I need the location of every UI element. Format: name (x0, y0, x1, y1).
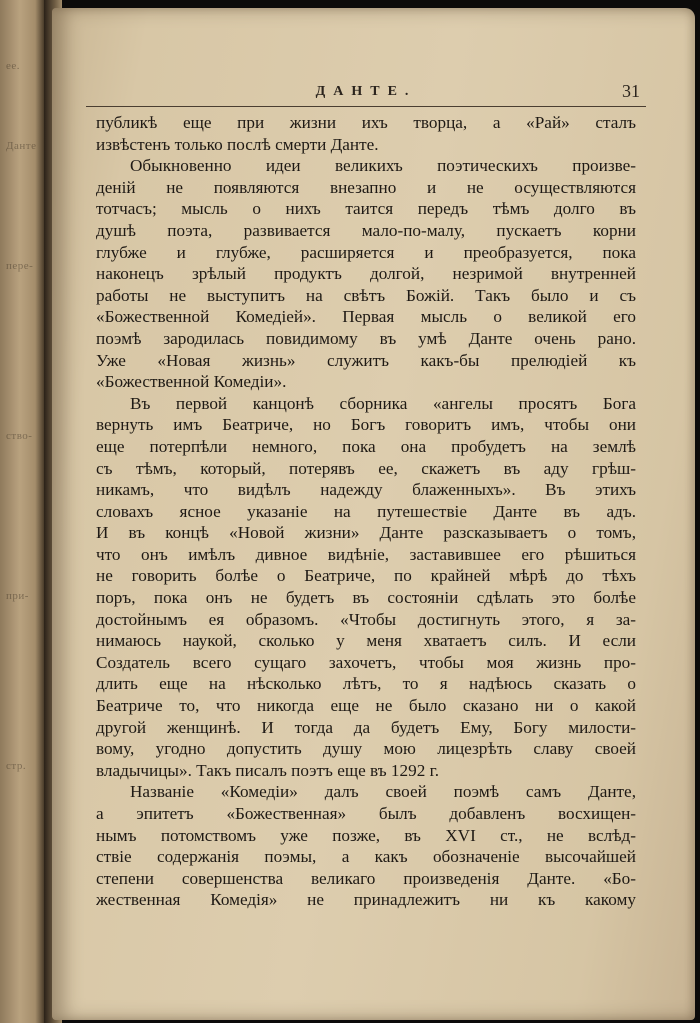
text-line: Создатель всего сущаго захочетъ, чтобы моя жизнь про- (96, 652, 636, 672)
text-line: извѣстенъ только послѣ смерти Данте. (96, 134, 379, 154)
text-line: тотчасъ; мысль о нихъ таится передъ тѣмъ долго въ (96, 199, 636, 219)
text-line: публикѣ еще при жизни ихъ творца, а «Рай» сталъ (96, 113, 636, 132)
text-line: владычицы». Такъ писалъ поэтъ еще въ 1292 г. (96, 760, 439, 780)
left-page-text: ство- (6, 430, 33, 442)
text-line: наконецъ зрѣлый продуктъ долгой, незримой внутренней (96, 264, 636, 284)
left-page-text: стр. (6, 760, 27, 772)
left-page-text: Данте (6, 140, 37, 152)
text-line: вернуть имъ Беатриче, но Богъ говоритъ имъ, чтобы они (96, 415, 636, 435)
running-head-title: ДАНТЕ. (315, 84, 417, 99)
text-line: деній не появляются внезапно и не осуществляются (96, 177, 636, 197)
text-line: жественная Комедія» не принадлежитъ ни къ какому (96, 890, 636, 910)
text-line: нымъ потомствомъ уже позже, въ XVI ст., не вслѣд- (96, 825, 636, 845)
text-line: съ тѣмъ, который, потерявъ ее, скажетъ въ аду грѣш- (96, 458, 636, 478)
text-line: душѣ поэта, развивается мало-по-малу, пускаетъ корни (96, 220, 636, 240)
text-line: а эпитетъ «Божественная» былъ добавленъ восхищен- (96, 804, 636, 823)
text-line: другой женщинѣ. И тогда да будетъ Ему, Богу милости- (96, 717, 636, 737)
text-line: Обыкновенно идеи великихъ поэтическихъ произве- (130, 156, 636, 176)
running-head (86, 78, 646, 107)
text-line: глубже и глубже, расширяется и преобразуется, пока (96, 242, 636, 262)
book-page (52, 8, 695, 1020)
text-line: ствіе содержанія поэмы, а какъ обозначеніе высочайшей (96, 847, 636, 867)
text-line: что онъ имѣлъ дивное видѣніе, заставившее его рѣшиться (96, 544, 636, 564)
text-line: не говорить болѣе о Беатриче, по крайней мѣрѣ до тѣхъ (96, 566, 636, 586)
text-line: словахъ ясное указаніе на путешествіе Данте въ адъ. (96, 501, 636, 521)
text-line: вому, угодно допустить душу мою лицезрѣть славу своей (96, 739, 636, 759)
text-line: И въ концѣ «Новой жизни» Данте разсказываетъ о томъ, (96, 523, 636, 543)
left-page-edge (0, 0, 44, 1023)
text-line: длить еще на нѣсколько лѣтъ, то я надѣюсь сказать о (96, 674, 636, 694)
text-line: Въ первой канцонѣ сборника «ангелы просятъ Бога (130, 393, 636, 413)
text-line: нимаюсь наукой, сколько у меня хватаетъ силъ. И если (96, 631, 636, 651)
text-line: еще потерпѣли немного, пока она пробудетъ на землѣ (96, 436, 636, 456)
text-line: достойнымъ ея образомъ. «Чтобы достигнуть этого, я за- (96, 609, 636, 629)
text-line: поэмѣ зародилась повидимому въ умѣ Данте очень рано. (96, 328, 636, 348)
text-line: Беатриче то, что никогда еще не было сказано ни о какой (96, 696, 636, 716)
body-text (96, 112, 636, 911)
text-line: работы не выступитъ на свѣтъ Божій. Такъ было и съ (96, 285, 636, 305)
left-page-text: пере- (6, 260, 34, 272)
text-line: поръ, пока онъ не будетъ въ состояніи сдѣлать это болѣе (96, 588, 636, 608)
page-number: 31 (622, 81, 640, 101)
text-line: «Божественной Комедіей». Первая мысль о великой его (96, 307, 636, 327)
left-page-text: ее. (6, 60, 21, 72)
left-page-text: при- (6, 590, 29, 602)
text-line: степени совершенства великаго произведенія Данте. «Бо- (96, 868, 636, 888)
text-line: «Божественной Комедіи». (96, 372, 287, 392)
text-line: Уже «Новая жизнь» служитъ какъ-бы прелюдіей къ (96, 350, 636, 370)
text-line: никамъ, что видѣлъ надежду блаженныхъ». Въ этихъ (96, 480, 636, 500)
text-line: Названіе «Комедіи» далъ своей поэмѣ самъ Данте, (130, 782, 636, 802)
